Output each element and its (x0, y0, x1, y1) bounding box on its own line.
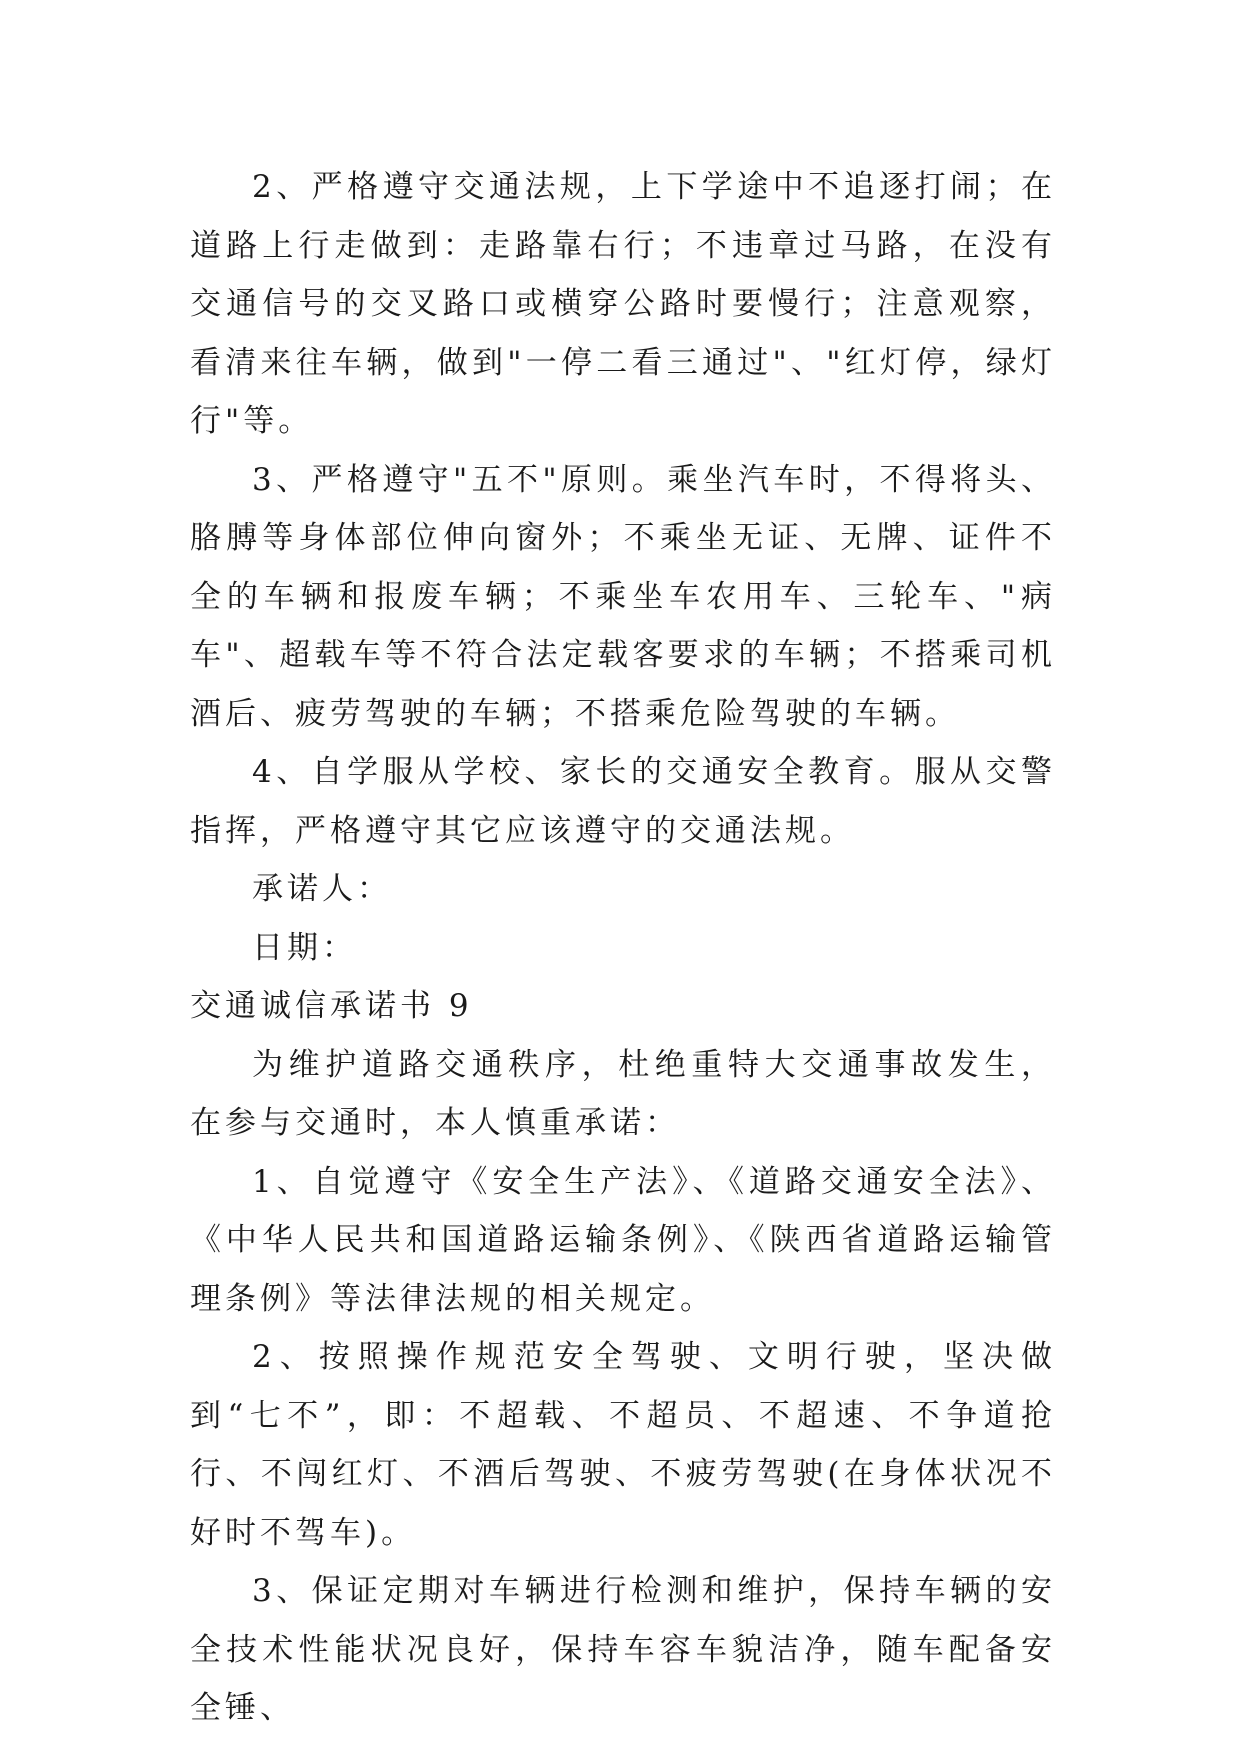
paragraph-rule-3-five-nots: 3、严格遵守"五不"原则。乘坐汽车时，不得将头、胳膊等身体部位伸向窗外；不乘坐无证、无牌、证件不全的车辆和报废车辆；不乘坐车农用车、三轮车、"病车"、超载车等不符合法定载客要求的车辆；不搭乘司机酒后、疲劳驾驶的车辆；不搭乘危险驾驶的车辆。 (190, 461, 1056, 732)
signatory-label: 承诺人： (252, 871, 392, 907)
date-label: 日期： (252, 929, 357, 966)
document-body (190, 158, 1056, 1738)
paragraph-pledge-2-seven-nots: 2、按照操作规范安全驾驶、文明行驶，坚决做到“七不”，即：不超载、不超员、不超速、不争道抢行、不闯红灯、不酒后驾驶、不疲劳驾驶(在身体状况不好时不驾车)。 (190, 1339, 1056, 1551)
paragraph-rule-2-traffic-laws: 2、严格遵守交通法规，上下学途中不追逐打闹；在道路上行走做到：走路靠右行；不违章过马路，在没有交通信号的交叉路口或横穿公路时要慢行；注意观察，看清来往车辆，做到"一停二看三通过"、"红灯停，绿灯行"等。 (190, 169, 1056, 439)
paragraph-intro: 为维护道路交通秩序，杜绝重特大交通事故发生，在参与交通时，本人慎重承诺： (190, 1046, 1056, 1141)
paragraph-pledge-1-laws: 1、自觉遵守《安全生产法》、《道路交通安全法》、《中华人民共和国道路运输条例》、《陕西省道路运输管理条例》等法律法规的相关规定。 (190, 1163, 1056, 1317)
paragraph-pledge-3-maintenance: 3、保证定期对车辆进行检测和维护，保持车辆的安全技术性能状况良好，保持车容车貌洁净，随车配备安全锤、 (190, 1573, 1056, 1726)
paragraph-rule-4-education: 4、自学服从学校、家长的交通安全教育。服从交警指挥，严格遵守其它应该遵守的交通法规。 (190, 754, 1056, 849)
section-heading: 交通诚信承诺书 9 (190, 988, 473, 1024)
